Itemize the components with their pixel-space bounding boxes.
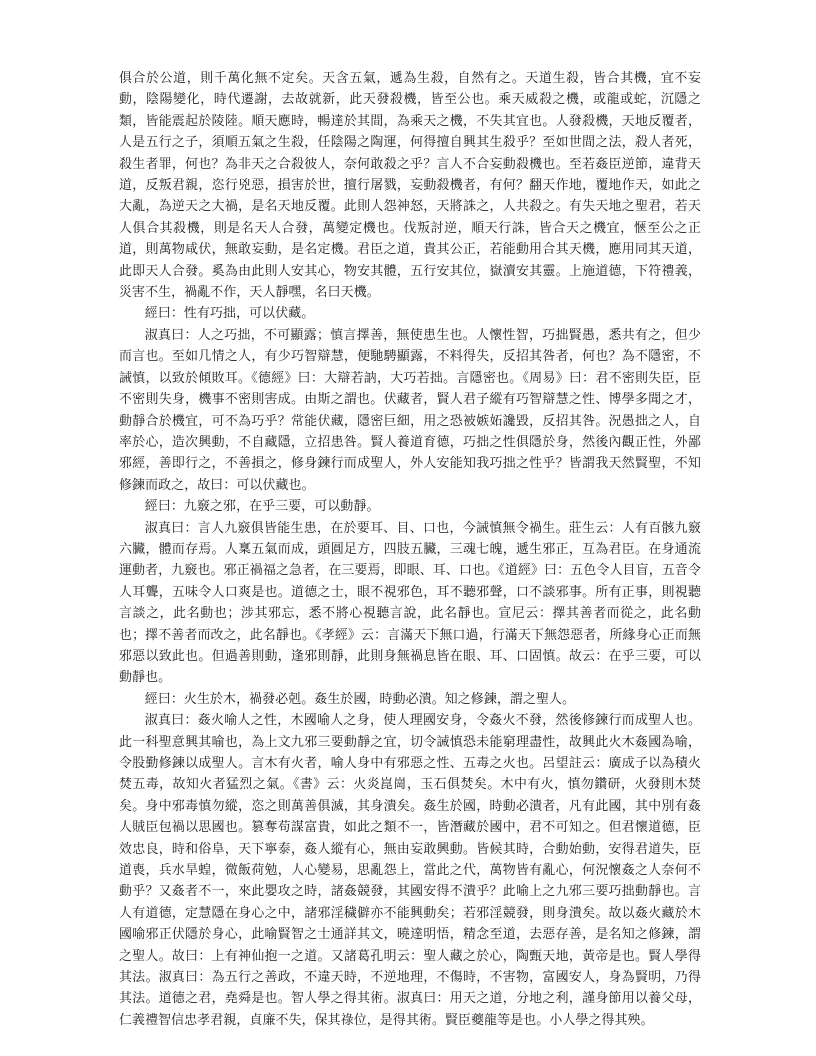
paragraph-commentary-huoshengyumu: 淑真曰：姦火喻人之性，木國喻人之身，使人理國安身，令姦火不發，然後修鍊行而成聖人也。此一科聖意興其喻也，為上文九邪三要動靜之宜，切令誡慎恐未能窮理盡性，故興此火木姦國為喻，令股勤修鍊以成聖人。言木有火者，喻人身中有邪惡之性、五毒之火也。呂望註云：廣成子以為積火焚五毒，故知火者猛烈之氣。《書》云：火炎崑崗，玉石俱焚矣。木中有火，慎勿鑽研，火發則木焚矣。身中邪毒慎勿縱，恣之則萬善俱滅，其身潰矣。姦生於國，時動必潰者，凡有此國，其中別有姦人賊臣包禍以思國也。篡奪苟謀富貴，如此之類不一，皆潛藏於國中，君不可知之。但君懷道德，臣效忠良，時和俗阜，天下寧泰，姦人縱有心，無由妄敢興動。皆候其時，合動始動，安得君道失，臣道喪，兵水旱蝗，微飯荷勉，人心變易，思亂怨上，當此之代，萬物皆有亂心，何況懷姦之人奈何不動乎？又姦者不一，來此嬰攻之時，諸姦競發，其國安得不潰乎？此喻上之九邪三要巧拙動靜也。言人有道德，定慧隱在身心之中，諸邪淫穢僻亦不能興動矣；若邪淫競發，則身潰矣。故以姦火藏於木國喻邪正伏隱於身心，此喻賢智之士通詳其文，曉達明悟，精念至道，去惡存善，是名知之修鍊，謂之聖人。故曰：上有神仙抱一之道。又諸葛孔明云：聖人藏之於心，陶甄天地，黃帝是也。賢人學得其法。淑真曰：為五行之善政，不違天時，不逆地理，不傷時，不害物，富國安人，身為賢明，乃得其法。道德之君，堯舜是也。智人學之得其術。淑真曰：用天之道，分地之利，謹身節用以養父母，仁義禮智信忠孝君親，貞廉不失，保其祿位，是得其術。賢臣夔龍等是也。小人學之得其殃。 (119, 713, 701, 1028)
paragraph-classic-qiaozhuo: 經曰：性有巧拙，可以伏藏。 (144, 306, 315, 322)
paragraph-commentary-qiaozhuo: 淑真曰：人之巧拙，不可顯露；慎言擇善，無使患生也。人懷性智，巧拙賢愚，悉共有之，但少而言也。至如几情之人，有少巧智辯慧，便馳騁顯露，不料得失，反招其咎者，何也？為不隱密，不誡慎，以致於傾敗耳。《德經》曰：大辯若訥，大巧若拙。言隱密也。《周易》曰：君不密則失臣，臣不密則失身，機事不密則害成。由斯之謂也。伏藏者，賢人君子縱有巧智辯慧之性、博學多聞之才，動靜合於機宜，可不為巧乎？常能伏藏，隱密巨細，用之恐被嫉妬讒毀，反招其咎。況愚拙之人，自率於心，造次興動，不自藏隱，立招患咎。賢人養道育德，巧拙之性俱隱於身，然後內觀正性，外鄙邪經，善即行之，不善損之，修身鍊行而成聖人，外人安能知我巧拙之性乎？皆謂我天然賢聖，不知修鍊而政之，故曰：可以伏藏也。 (119, 327, 701, 493)
paragraph-classic-huoshengyumu: 經曰：火生於木，禍發必剋。姦生於國，時動必潰。知之修鍊，謂之聖人。 (144, 691, 576, 707)
document-page (119, 68, 701, 1031)
paragraph-commentary-jiuqiao: 淑真曰：言人九竅俱皆能生患，在於要耳、目、口也，今誡慎無令禍生。莊生云：人有百骸九竅六臟，體而存焉。人稟五氣而成，頭圓足方，四肢五臟，三魂七魄，遞生邪正，互為君臣。在身通流運動者，九竅也。邪正禍福之急者，在三要焉，即眼、耳、口也。《道經》曰：五色令人目盲，五音令人耳聾，五味令人口爽是也。道德之士，眼不視邪色，耳不聽邪聲，口不談邪事。所有正事，則視聽言談之，此名動也；涉其邪忘，悉不將心視聽言說，此名靜也。宣尼云：擇其善者而從之，此名動也；擇不善者而改之，此名靜也。《孝經》云：言滿天下無口過，行滿天下無怨惡者，所緣身心正而無邪惡以致此也。但過善則動，逢邪則靜，此則身無禍息皆在眼、耳、口固慎。故云：在乎三要，可以動靜也。 (119, 520, 701, 686)
paragraph-classic-jiuqiao: 經曰：九竅之邪，在乎三要，可以動靜。 (144, 499, 380, 515)
paragraph-commentary-tianji: 俱合於公道，則千萬化無不定矣。天含五氣，遞為生殺，自然有之。天道生殺，皆合其機，宜不妄動，陰陽變化，時代遷謝，去故就新，此天發殺機，皆至公也。乘天威殺之機，或龍或蛇，沉隱之類，皆能震起於陵陸。順天應時，暢達於其間，為乘天之機，不失其宜也。人發殺機，天地反覆者，人是五行之子，須順五氣之生殺，任陰陽之陶運，何得擅自興其生殺乎？至如世間之法，殺人者死，殺生者罪，何也？為非天之合殺彼人，奈何敢殺之乎？言人不合妄動殺機也。至若姦臣逆節，違背天道，反叛君親，恣行兇惡，損害於世，擅行屠戮，妄動殺機者，有何？翻天作地，覆地作天，如此之大亂，為逆天之大禍，是名天地反覆。此則人怨神怒，天將誅之，人共殺之。有失天地之聖君，若天人俱合其殺機，則是名天人合發，萬變定機也。伐叛討逆，順天行誅，皆合天之機宜，愜至公之正道，則萬物咸伏，無敢妄動，是名定機。君臣之道，貴其公正，若能動用合其天機，應用同其天道，此即天人合發。奚為由此則人安其心，物安其體，五行安其位，嶽瀆安其靈。上施道德，下符禮義，災害不生，禍亂不作，天人靜嘿，名曰天機。 (119, 71, 701, 301)
